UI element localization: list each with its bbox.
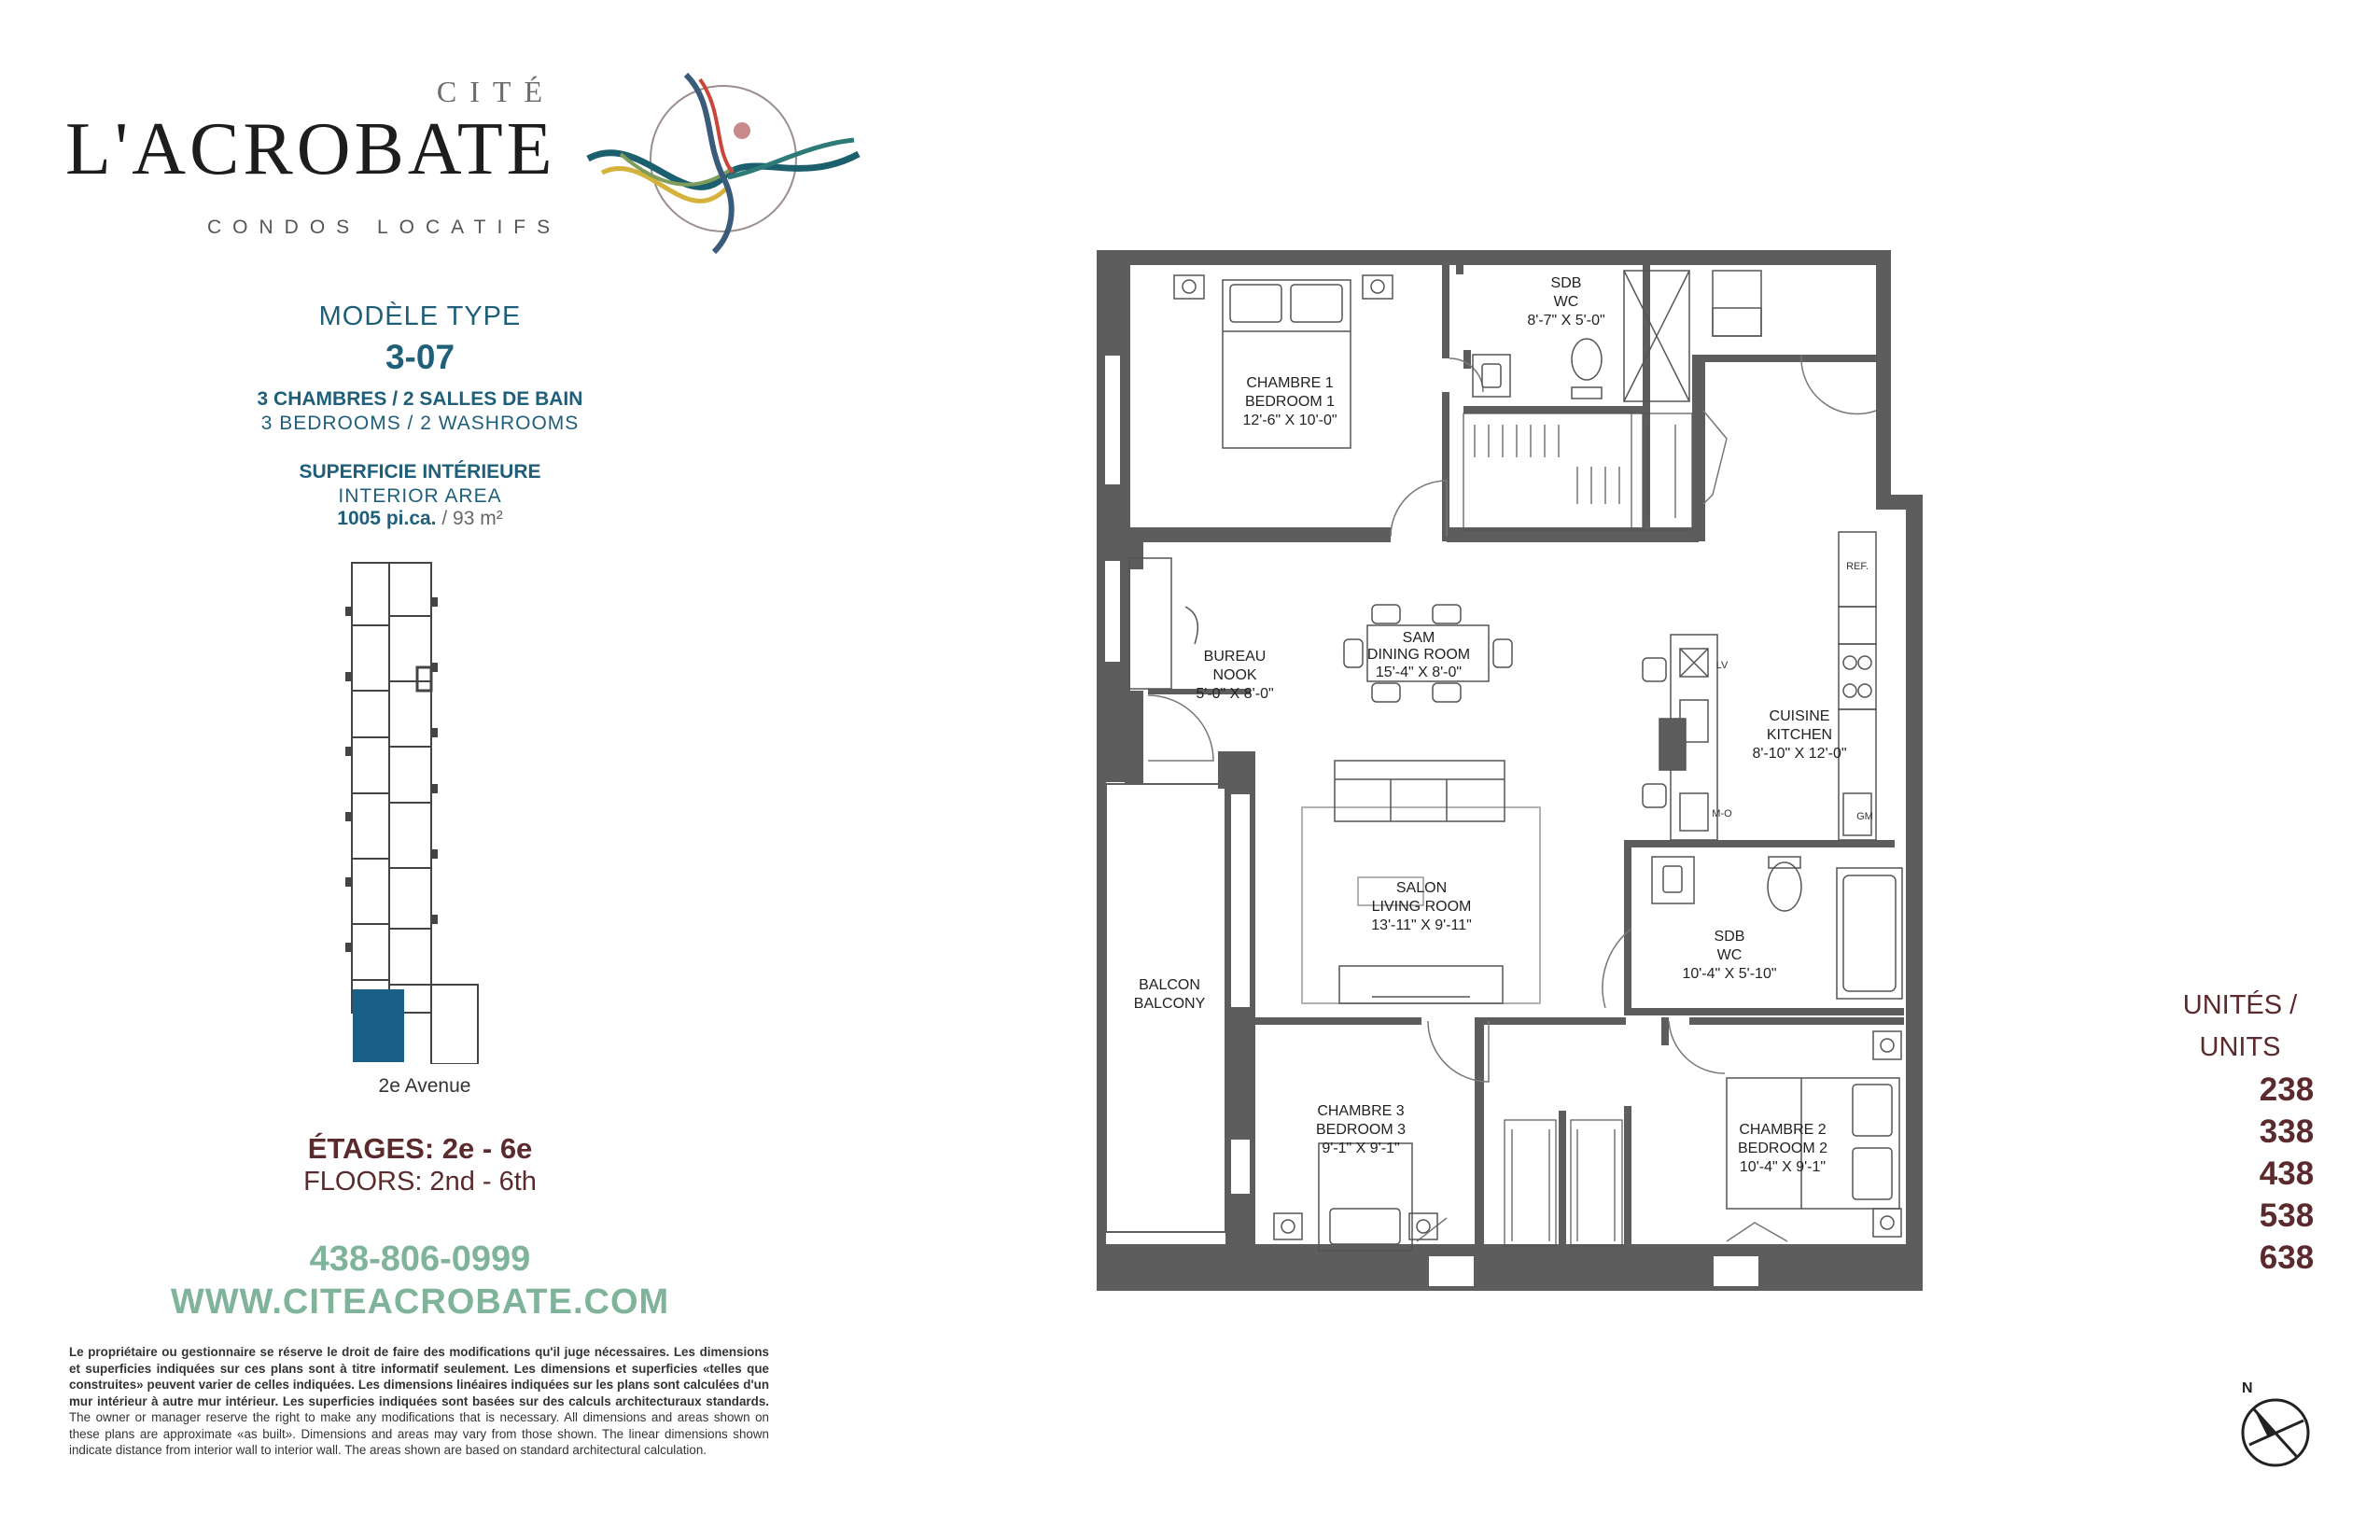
balcon-label-1: BALCON xyxy=(1139,977,1200,993)
area-sqft: 1005 pi.ca. xyxy=(337,508,437,529)
bed2-label-2: BEDROOM 2 xyxy=(1737,1141,1828,1156)
sdb2-label-1: SDB xyxy=(1714,929,1745,945)
bed1-dimension: 12'-6" X 10'-0" xyxy=(1242,413,1337,428)
refrigerator-label: REF. xyxy=(1846,561,1869,572)
logo-cite-text: CITÉ xyxy=(436,75,555,108)
sdb2-label-2: WC xyxy=(1716,947,1743,963)
compass-north-label: N xyxy=(2242,1380,2253,1396)
units-heading-french: UNITÉS / xyxy=(2182,990,2298,1020)
logo-wordmark: L'ACROBATE xyxy=(65,108,556,190)
phone-number[interactable]: 438-806-0999 xyxy=(309,1239,531,1279)
balcon-label-2: BALCONY xyxy=(1133,996,1206,1012)
sam-label-1: SAM xyxy=(1402,630,1435,646)
bed3-label-2: BEDROOM 3 xyxy=(1315,1122,1407,1138)
floors-french: ÉTAGES: 2e - 6e xyxy=(307,1132,533,1165)
unit-number: 238 xyxy=(2259,1071,2315,1108)
bureau-dimension: 5'-0" X 8'-0" xyxy=(1196,686,1274,702)
floor-plan xyxy=(1092,247,1932,1297)
compass-icon xyxy=(2231,1372,2315,1475)
sdb1-dimension: 8'-7" X 5'-0" xyxy=(1527,313,1605,329)
bureau-label-1: BUREAU xyxy=(1203,649,1267,665)
kitchen-label-1: CUISINE xyxy=(1769,708,1830,724)
sdb1-label-2: WC xyxy=(1553,294,1579,310)
unit-number: 438 xyxy=(2259,1155,2315,1192)
logo-tagline: CONDOS LOCATIFS xyxy=(207,217,562,238)
unit-number: 338 xyxy=(2259,1113,2315,1150)
legal-disclaimer xyxy=(69,1344,769,1459)
bed1-label-2: BEDROOM 1 xyxy=(1244,394,1336,410)
sam-label-2: DINING ROOM xyxy=(1366,647,1471,663)
dishwasher-label: LV xyxy=(1715,660,1729,671)
sam-dimension: 15'-4" X 8'-0" xyxy=(1375,665,1463,680)
bureau-label-2: NOOK xyxy=(1212,667,1257,683)
area-value xyxy=(159,508,681,530)
highlighted-unit xyxy=(353,989,404,1062)
sdb1-fixtures xyxy=(1473,271,1761,401)
door-swings xyxy=(1148,355,1876,1241)
bed2-dimension: 10'-4" X 9'-1" xyxy=(1739,1159,1827,1175)
bureau-desk xyxy=(1129,558,1197,689)
rooms-english: 3 BEDROOMS / 2 WASHROOMS xyxy=(260,413,580,434)
kitchen-label-2: KITCHEN xyxy=(1766,727,1833,743)
disclaimer-french: Le propriétaire ou gestionnaire se réserve le droit de faire des modifications qu'il juge nécessaires. Les dimensions et superficies indiquées sur ces plans sont à titre informatif seulement. Les dimensions et superficies «telles que construites» peuvent varier de celles indiquées. Les dimensions linéaires indiquées sur les plans sont calculées d'un mur intérieur à autre mur intérieur. Les superficies indiquées sont basées sur des calculs architecturaux standards. xyxy=(69,1345,769,1408)
disclaimer-english: The owner or manager reserve the right to make any modifications that is necessary. All dimensions and areas shown on these plans are approximate «as built». Dimensions and areas may vary from those shown. The linear dimensions shown indicate distance from interior wall to interior wall. The areas shown are based on standard architectural calculation. xyxy=(69,1410,769,1457)
units-heading xyxy=(2165,985,2315,1069)
salon-dimension: 13'-11" X 9'-11" xyxy=(1371,917,1472,933)
area-label-english: INTERIOR AREA xyxy=(338,485,502,507)
area-sqm: / 93 m² xyxy=(441,508,503,529)
unit-number: 638 xyxy=(2259,1239,2315,1276)
sdb1-label-1: SDB xyxy=(1550,275,1582,291)
salon-label-2: LIVING ROOM xyxy=(1371,899,1472,915)
unit-number: 538 xyxy=(2259,1197,2315,1234)
street-name: 2e Avenue xyxy=(378,1075,471,1097)
bedroom3-furniture xyxy=(1274,1143,1437,1251)
building-key-plan xyxy=(345,560,504,1064)
model-code: 3-07 xyxy=(385,338,455,376)
sdb2-dimension: 10'-4" X 5'-10" xyxy=(1682,966,1777,982)
rooms-french: 3 CHAMBRES / 2 SALLES DE BAIN xyxy=(257,388,583,410)
microwave-label: M-O xyxy=(1712,808,1732,819)
model-type-label: MODÈLE TYPE xyxy=(318,301,522,331)
kitchen-fixtures xyxy=(1643,532,1876,840)
pantry-label: GM xyxy=(1856,811,1873,822)
units-list xyxy=(2240,1069,2333,1279)
bed1-label-1: CHAMBRE 1 xyxy=(1246,375,1334,391)
floors-english: FLOORS: 2nd - 6th xyxy=(303,1167,537,1197)
area-label-french: SUPERFICIE INTÉRIEURE xyxy=(299,461,541,483)
acrobat-ribbon-icon xyxy=(583,65,863,271)
bed3-label-1: CHAMBRE 3 xyxy=(1317,1103,1405,1119)
kitchen-dimension: 8'-10" X 12'-0" xyxy=(1752,746,1847,762)
bed2-label-1: CHAMBRE 2 xyxy=(1739,1122,1827,1138)
units-heading-english: UNITS xyxy=(2199,1032,2281,1062)
salon-label-1: SALON xyxy=(1395,880,1448,896)
bed3-dimension: 9'-1" X 9'-1" xyxy=(1322,1141,1400,1156)
website-link[interactable]: WWW.CITEACROBATE.COM xyxy=(170,1282,670,1322)
appliance-labels xyxy=(1712,561,1873,822)
